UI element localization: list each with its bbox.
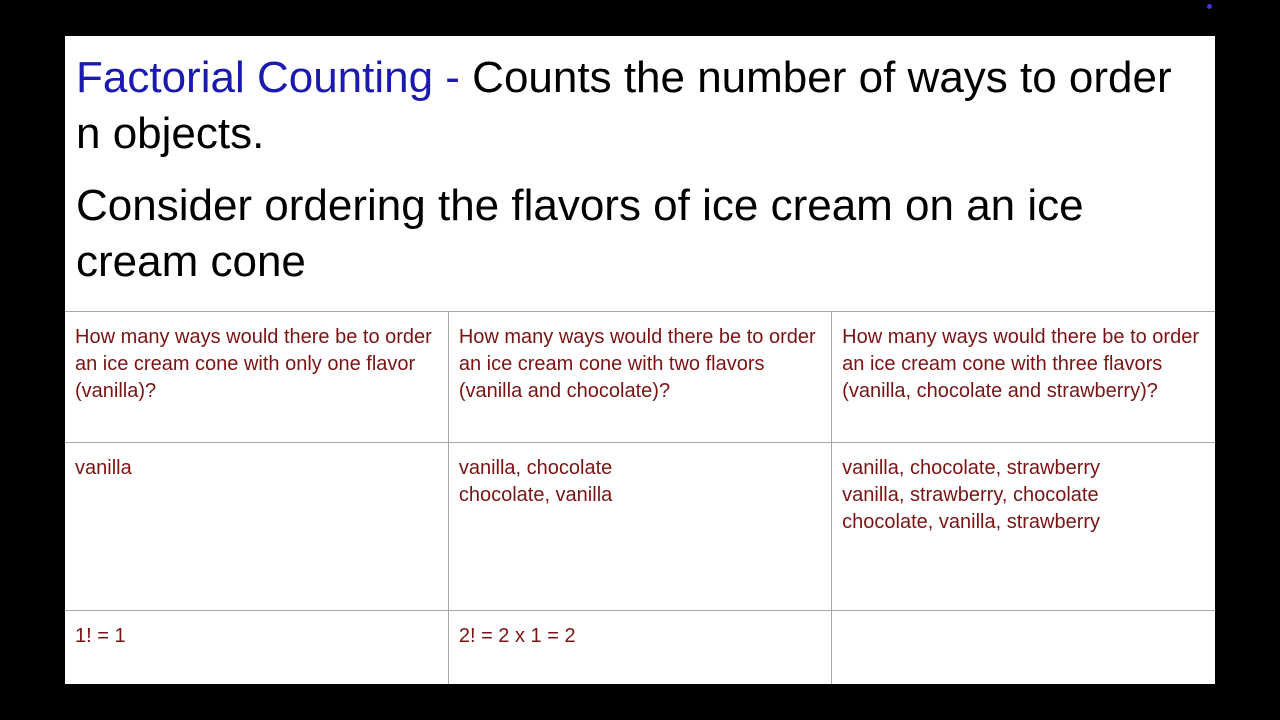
title-accent: Factorial Counting - <box>76 53 460 102</box>
table-row-orderings <box>65 442 1215 611</box>
orderings-cell-two-flavors: vanilla, chocolate chocolate, vanilla <box>448 442 831 611</box>
title-rest: Counts the number of ways to order n objects. <box>76 53 1172 158</box>
question-cell-one-flavor: How many ways would there be to order an ice cream cone with only one flavor (vanilla)? <box>65 312 448 443</box>
factorial-cell-two-flavors: 2! = 2 x 1 = 2 <box>448 611 831 684</box>
orderings-cell-one-flavor: vanilla <box>65 442 448 611</box>
factorial-cell-three-flavors <box>832 611 1215 684</box>
question-cell-two-flavors: How many ways would there be to order an ice cream cone with two flavors (vanilla and chocolate)? <box>448 312 831 443</box>
orderings-cell-three-flavors: vanilla, chocolate, strawberry vanilla, strawberry, chocolate chocolate, vanilla, strawberry <box>832 442 1215 611</box>
slide-subtitle: Consider ordering the flavors of ice cream on an ice cream cone <box>76 181 1084 286</box>
presentation-indicator-dot <box>1207 4 1212 9</box>
slide-title <box>76 50 1206 162</box>
table-row-factorials <box>65 611 1215 684</box>
factorial-cell-one-flavor: 1! = 1 <box>65 611 448 684</box>
slide <box>65 36 1215 684</box>
flavor-table <box>65 311 1215 684</box>
table-row-questions <box>65 312 1215 443</box>
question-cell-three-flavors: How many ways would there be to order an ice cream cone with three flavors (vanilla, chocolate and strawberry)? <box>832 312 1215 443</box>
